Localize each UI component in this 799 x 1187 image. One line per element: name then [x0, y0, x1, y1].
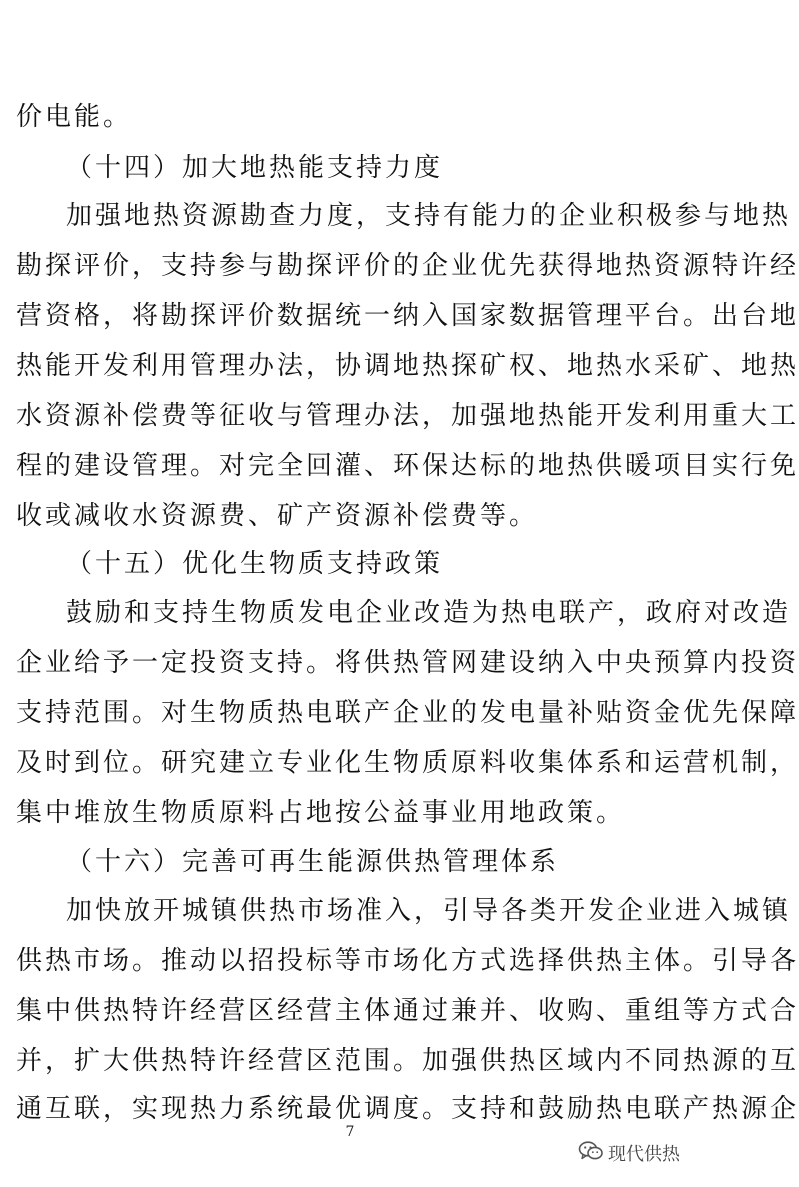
paragraph-line: 企业给予一定投资支持。将供热管网建设纳入中央预算内投资 — [16, 648, 799, 678]
paragraph-line: 支持范围。对生物质热电联产企业的发电量补贴资金优先保障 — [16, 698, 799, 728]
section-heading: （十四）加大地热能支持力度 — [66, 153, 444, 183]
paragraph-line: 加强地热资源勘查力度，支持有能力的企业积极参与地热 — [66, 201, 792, 231]
paragraph-line: 营资格，将勘探评价数据统一纳入国家数据管理平台。出台地 — [16, 301, 799, 331]
paragraph-line: 集中堆放生物质原料占地按公益事业用地政策。 — [16, 798, 626, 828]
paragraph-line: 热能开发利用管理办法，协调地热探矿权、地热水采矿、地热 — [16, 351, 799, 381]
paragraph-line: 程的建设管理。对完全回灌、环保达标的地热供暖项目实行免 — [16, 451, 799, 481]
wechat-icon — [578, 1140, 604, 1167]
watermark-text: 现代供热 — [608, 1144, 680, 1165]
paragraph-line: 价电能。 — [16, 102, 133, 132]
section-heading: （十六）完善可再生能源供热管理体系 — [66, 847, 560, 877]
section-heading: （十五）优化生物质支持政策 — [66, 549, 444, 579]
paragraph-line: 水资源补偿费等征收与管理办法，加强地热能开发利用重大工 — [16, 401, 799, 431]
paragraph-line: 鼓励和支持生物质发电企业改造为热电联产，政府对改造 — [66, 598, 792, 628]
paragraph-line: 收或减收水资源费、矿产资源补偿费等。 — [16, 501, 539, 531]
paragraph-line: 勘探评价，支持参与勘探评价的企业优先获得地热资源特许经 — [16, 251, 799, 281]
paragraph-line: 及时到位。研究建立专业化生物质原料收集体系和运营机制， — [16, 748, 799, 778]
page-number: 7 — [345, 1124, 355, 1140]
watermark — [578, 1138, 680, 1168]
paragraph-line: 集中供热特许经营区经营主体通过兼并、收购、重组等方式合 — [16, 996, 799, 1026]
paragraph-line: 通互联，实现热力系统最优调度。支持和鼓励热电联产热源企 — [16, 1094, 799, 1124]
paragraph-line: 并，扩大供热特许经营区范围。加强供热区域内不同热源的互 — [16, 1046, 799, 1076]
paragraph-line: 加快放开城镇供热市场准入，引导各类开发企业进入城镇 — [66, 896, 792, 926]
paragraph-line: 供热市场。推动以招投标等市场化方式选择供热主体。引导各 — [16, 946, 799, 976]
